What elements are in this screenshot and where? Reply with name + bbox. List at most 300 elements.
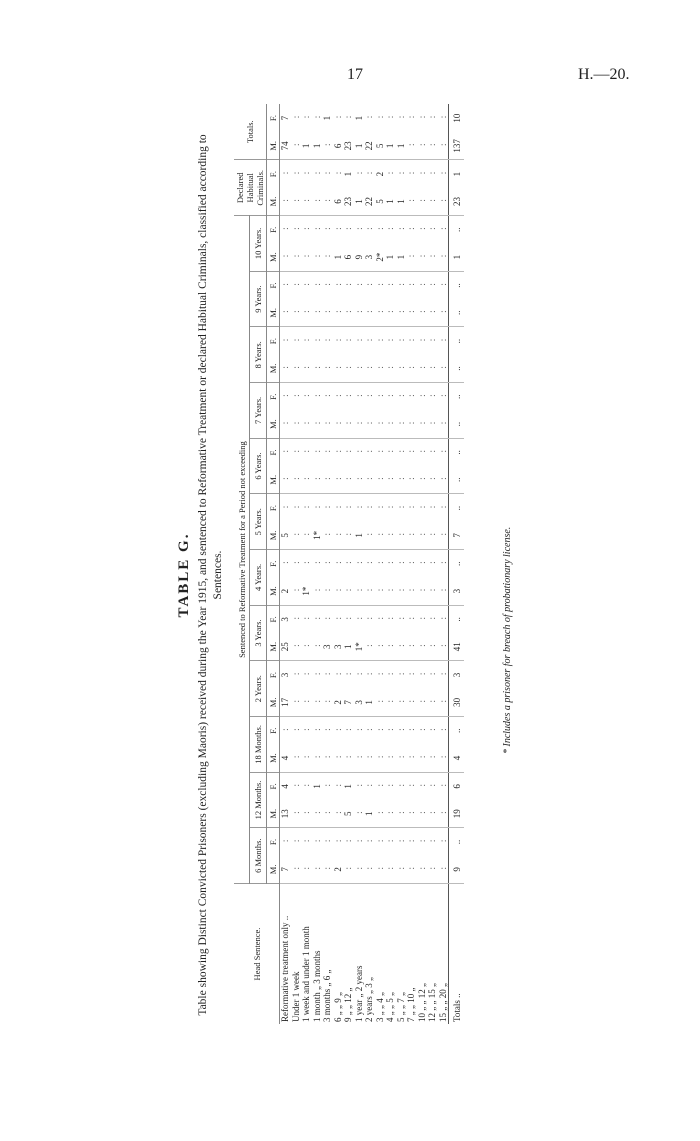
- table-cell: :: [364, 783, 374, 789]
- table-cell: :: [364, 561, 374, 567]
- table-cell: :: [322, 338, 332, 344]
- table-cell: :: [290, 783, 301, 789]
- table-cell: :: [301, 856, 312, 884]
- table-cell: :: [417, 410, 428, 438]
- table-cell: :: [311, 561, 322, 567]
- table-cell: :: [353, 394, 364, 400]
- table-cell: :: [374, 783, 385, 789]
- table-cell: :: [417, 522, 428, 550]
- table-cell: :: [332, 450, 343, 455]
- table-cell: :: [301, 227, 311, 233]
- table-row: [291, 104, 302, 1024]
- table-cell: :: [301, 283, 311, 288]
- table-cell: :: [374, 283, 385, 288]
- table-cell: :: [322, 617, 332, 622]
- table-cell: :: [427, 466, 438, 494]
- table-cell: :: [332, 394, 343, 400]
- table-cell: 1: [343, 171, 353, 177]
- table-cell: :: [322, 856, 333, 884]
- table-cell: :: [438, 355, 449, 383]
- table-cell: :: [301, 299, 312, 327]
- table-cell: 137: [449, 132, 465, 160]
- table-cell: :: [427, 505, 437, 511]
- table-cell: :: [322, 355, 333, 383]
- table-cell: :: [354, 299, 365, 327]
- male-header: M.: [267, 243, 280, 271]
- table-cell: :: [438, 410, 449, 438]
- table-cell: 1: [343, 784, 353, 789]
- table-cell: 1*: [312, 522, 323, 550]
- table-cell: :: [364, 577, 375, 605]
- table-cell: :: [416, 728, 427, 734]
- table-cell: ..: [449, 494, 465, 522]
- table-cell: ..: [449, 355, 465, 383]
- table-cell: :: [385, 115, 395, 121]
- male-header: M.: [267, 522, 280, 550]
- table-cell: :: [364, 115, 374, 121]
- table-cell: :: [385, 561, 395, 567]
- table-cell: 3: [280, 672, 290, 678]
- table-cell: :: [406, 839, 416, 845]
- table-cell: 1*: [301, 577, 312, 605]
- table-row: [385, 104, 396, 1024]
- table-cell: :: [375, 800, 386, 828]
- table-row: [417, 104, 428, 1024]
- table-cell: :: [374, 115, 385, 121]
- table-cell: :: [395, 728, 406, 734]
- row-label: 5 „ „ 7 „: [395, 992, 406, 1022]
- table-cell: :: [374, 394, 385, 400]
- table-cell: :: [374, 617, 385, 622]
- table-cell: :: [406, 744, 417, 772]
- table-cell: :: [406, 561, 416, 567]
- table-cell: :: [343, 522, 354, 550]
- table-cell: :: [343, 672, 353, 678]
- table-cell: 6: [449, 772, 465, 800]
- table-cell: :: [301, 410, 312, 438]
- table-cell: :: [312, 744, 323, 772]
- table-cell: :: [427, 450, 437, 455]
- table-cell: 1: [396, 188, 407, 216]
- table-cell: :: [354, 800, 365, 828]
- table-cell: 6: [333, 132, 344, 160]
- table-cell: :: [406, 728, 416, 734]
- row-label: 3 months „ 6 „: [322, 969, 332, 1022]
- table-cell: :: [417, 355, 428, 383]
- table-cell: :: [280, 561, 290, 567]
- table-cell: :: [427, 243, 438, 271]
- table-cell: :: [395, 783, 406, 789]
- table-cell: :: [427, 188, 438, 216]
- table-cell: 1: [353, 115, 364, 121]
- table-cell: :: [322, 450, 332, 455]
- table-cell: :: [385, 800, 396, 828]
- table-cell: :: [438, 299, 449, 327]
- table-cell: :: [290, 617, 301, 622]
- table-cell: :: [290, 171, 301, 177]
- table-cell: :: [301, 561, 311, 567]
- table-cell: :: [385, 450, 395, 455]
- table-cell: 7: [280, 856, 291, 884]
- table-cell: :: [290, 450, 301, 455]
- table-cell: :: [291, 410, 302, 438]
- table-cell: :: [364, 856, 375, 884]
- table-cell: ..: [449, 605, 465, 633]
- table-cell: 23: [343, 188, 354, 216]
- table-cell: :: [290, 728, 301, 734]
- table-cell: :: [290, 283, 301, 288]
- totals-row: [449, 104, 465, 1024]
- row-label: 6 „ „ 9 „: [332, 992, 343, 1022]
- table-cell: :: [374, 672, 385, 678]
- table-cell: :: [437, 227, 448, 233]
- table-cell: :: [301, 188, 312, 216]
- table-cell: 5: [343, 800, 354, 828]
- table-cell: :: [311, 227, 322, 233]
- table-cell: :: [332, 728, 343, 734]
- table-cell: :: [291, 800, 302, 828]
- row-label: 10 „ „ 12 „: [416, 983, 427, 1022]
- table-cell: 23: [343, 132, 354, 160]
- table-cell: :: [406, 617, 416, 622]
- table-cell: :: [427, 299, 438, 327]
- table-cell: 3: [354, 689, 365, 717]
- table-cell: :: [290, 561, 301, 567]
- table-cell: 7: [343, 689, 354, 717]
- table-cell: 3: [280, 617, 290, 622]
- table-cell: :: [416, 394, 427, 400]
- table-cell: :: [385, 338, 395, 344]
- table-cell: :: [291, 577, 302, 605]
- table-cell: :: [291, 355, 302, 383]
- table-cell: :: [280, 394, 290, 400]
- table-cell: :: [427, 856, 438, 884]
- table-cell: :: [385, 394, 395, 400]
- table-cell: :: [385, 617, 395, 622]
- table-cell: :: [353, 728, 364, 734]
- table-cell: :: [301, 115, 311, 121]
- row-label: 3 „ „ 4 „: [374, 992, 385, 1022]
- period-header: 9 Years.: [250, 271, 267, 327]
- table-cell: :: [343, 577, 354, 605]
- table-cell: :: [332, 783, 343, 789]
- table-cell: :: [427, 633, 438, 661]
- table-cell: :: [385, 283, 395, 288]
- table-cell: :: [353, 672, 364, 678]
- table-cell: :: [427, 115, 437, 121]
- row-label: 12 „ „ 15 „: [427, 983, 437, 1022]
- table-cell: :: [375, 299, 386, 327]
- female-header: F.: [267, 828, 280, 856]
- table-cell: :: [332, 115, 343, 121]
- table-row: [312, 104, 323, 1024]
- period-header: 5 Years.: [250, 494, 267, 550]
- table-cell: :: [427, 132, 438, 160]
- female-header: F.: [267, 383, 280, 411]
- table-cell: :: [395, 283, 406, 288]
- table-cell: :: [395, 672, 406, 678]
- table-cell: :: [322, 728, 332, 734]
- table-cell: :: [343, 299, 354, 327]
- table-cell: :: [364, 617, 374, 622]
- male-header: M.: [267, 577, 280, 605]
- table-cell: :: [385, 171, 395, 177]
- male-header: M.: [267, 800, 280, 828]
- page-number: 17: [347, 66, 363, 83]
- table-cell: 5: [280, 522, 291, 550]
- table-cell: :: [280, 505, 290, 511]
- table-row: [343, 104, 354, 1024]
- table-cell: :: [406, 338, 416, 344]
- male-header: M.: [267, 355, 280, 383]
- table-cell: :: [437, 505, 448, 511]
- table-cell: :: [437, 283, 448, 288]
- table-cell: :: [311, 394, 322, 400]
- table-cell: :: [416, 338, 427, 344]
- row-label: 2 years „ 3 „: [364, 977, 374, 1022]
- table-cell: :: [312, 577, 323, 605]
- table-cell: :: [343, 355, 354, 383]
- table-cell: :: [395, 227, 406, 233]
- table-cell: :: [406, 689, 417, 717]
- row-label: Under 1 week: [290, 971, 301, 1022]
- table-cell: :: [322, 800, 333, 828]
- table-cell: :: [406, 243, 417, 271]
- table-cell: :: [396, 800, 407, 828]
- table-row: [438, 104, 449, 1024]
- female-header: F.: [267, 438, 280, 466]
- female-header: F.: [267, 605, 280, 633]
- table-cell: 9: [354, 243, 365, 271]
- table-cell: 10: [449, 104, 465, 132]
- table-cell: :: [437, 115, 448, 121]
- table-cell: :: [427, 394, 437, 400]
- table-cell: :: [322, 744, 333, 772]
- table-cell: :: [396, 633, 407, 661]
- table-cell: :: [343, 338, 353, 344]
- table-cell: 7: [280, 115, 290, 121]
- table-cell: :: [396, 744, 407, 772]
- table-cell: :: [406, 522, 417, 550]
- table-cell: 1: [385, 132, 396, 160]
- period-header: 4 Years.: [250, 550, 267, 606]
- table-cell: :: [427, 171, 437, 177]
- table-cell: :: [280, 728, 290, 734]
- table-cell: :: [291, 689, 302, 717]
- table-cell: :: [290, 227, 301, 233]
- table-cell: :: [301, 355, 312, 383]
- table-caption: Table showing Distinct Convicted Prisoners (excluding Maoris) received during the Year 1915, and sentenced to Reformative Treatment or declared Habitual Criminals, classified according to Sentences.: [197, 134, 224, 1016]
- table-cell: :: [322, 783, 332, 789]
- table-cell: 1: [343, 633, 354, 661]
- table-cell: :: [406, 299, 417, 327]
- table-cell: :: [322, 577, 333, 605]
- table-cell: :: [312, 188, 323, 216]
- table-cell: :: [311, 115, 322, 121]
- table-cell: :: [427, 561, 437, 567]
- table-cell: :: [301, 450, 311, 455]
- table-cell: :: [332, 338, 343, 344]
- male-header: M.: [267, 466, 280, 494]
- table-cell: :: [364, 744, 375, 772]
- table-cell: :: [395, 115, 406, 121]
- table-cell: 1: [449, 160, 465, 188]
- table-cell: :: [385, 839, 395, 845]
- table-cell: :: [374, 450, 385, 455]
- table-cell: 6: [333, 188, 344, 216]
- page-reference: H.—20.: [578, 66, 630, 83]
- table-cell: :: [396, 466, 407, 494]
- table-cell: :: [280, 227, 290, 233]
- table-cell: :: [333, 466, 344, 494]
- table-cell: 1: [311, 784, 322, 789]
- table-row: [396, 104, 407, 1024]
- table-cell: :: [354, 744, 365, 772]
- rotated-table-block: [172, 96, 522, 1054]
- table-cell: :: [354, 466, 365, 494]
- table-cell: 1: [354, 132, 365, 160]
- table-cell: :: [291, 744, 302, 772]
- table-cell: :: [280, 171, 290, 177]
- table-cell: :: [280, 283, 290, 288]
- table-cell: :: [406, 410, 417, 438]
- table-cell: :: [280, 355, 291, 383]
- table-cell: :: [343, 394, 353, 400]
- period-header: 18 Months.: [250, 717, 267, 773]
- table-cell: :: [416, 283, 427, 288]
- table-cell: :: [417, 633, 428, 661]
- table-cell: :: [427, 338, 437, 344]
- table-cell: :: [396, 577, 407, 605]
- table-cell: :: [343, 744, 354, 772]
- table-cell: :: [364, 505, 374, 511]
- table-cell: :: [364, 839, 374, 845]
- header-row-group: [234, 104, 250, 1024]
- table-cell: :: [343, 856, 354, 884]
- table-cell: :: [417, 132, 428, 160]
- table-cell: :: [343, 283, 353, 288]
- table-cell: :: [385, 577, 396, 605]
- sentences-table: [234, 104, 464, 1024]
- table-cell: :: [396, 689, 407, 717]
- table-cell: :: [332, 561, 343, 567]
- table-cell: :: [364, 466, 375, 494]
- table-cell: ..: [449, 466, 465, 494]
- table-cell: :: [364, 355, 375, 383]
- table-cell: :: [322, 227, 332, 233]
- table-cell: :: [417, 188, 428, 216]
- table-cell: :: [395, 839, 406, 845]
- table-cell: :: [385, 505, 395, 511]
- table-cell: :: [291, 522, 302, 550]
- table-cell: :: [301, 689, 312, 717]
- table-cell: :: [438, 132, 449, 160]
- table-cell: 2: [333, 856, 344, 884]
- table-cell: :: [396, 355, 407, 383]
- table-cell: :: [354, 410, 365, 438]
- table-title: TABLE G.: [176, 532, 192, 618]
- female-header: F.: [267, 494, 280, 522]
- table-cell: 25: [280, 633, 291, 661]
- table-cell: :: [312, 856, 323, 884]
- table-cell: :: [437, 394, 448, 400]
- table-cell: :: [364, 283, 374, 288]
- table-cell: :: [332, 283, 343, 288]
- row-label: 15 „ „ 20 „: [437, 983, 448, 1022]
- table-cell: :: [291, 243, 302, 271]
- table-cell: :: [291, 856, 302, 884]
- table-cell: :: [385, 783, 395, 789]
- table-cell: :: [312, 410, 323, 438]
- table-cell: :: [374, 839, 385, 845]
- table-cell: :: [364, 522, 375, 550]
- table-cell: 4: [280, 744, 291, 772]
- table-cell: :: [322, 672, 332, 678]
- table-cell: :: [280, 188, 291, 216]
- table-cell: :: [385, 466, 396, 494]
- table-cell: 22: [364, 188, 375, 216]
- table-cell: :: [406, 283, 416, 288]
- table-cell: :: [333, 577, 344, 605]
- table-cell: 17: [280, 689, 291, 717]
- table-cell: :: [353, 450, 364, 455]
- table-cell: 1: [449, 243, 465, 271]
- table-cell: :: [322, 299, 333, 327]
- period-header: 3 Years.: [250, 605, 267, 661]
- table-cell: :: [438, 633, 449, 661]
- table-cell: :: [322, 561, 332, 567]
- table-cell: :: [280, 450, 290, 455]
- table-cell: :: [312, 299, 323, 327]
- table-cell: 3: [333, 633, 344, 661]
- table-cell: :: [438, 188, 449, 216]
- table-cell: :: [438, 800, 449, 828]
- table-cell: :: [437, 783, 448, 789]
- table-cell: :: [343, 466, 354, 494]
- period-header: 7 Years.: [250, 383, 267, 439]
- table-cell: :: [333, 744, 344, 772]
- male-header: M.: [267, 299, 280, 327]
- table-cell: ..: [449, 383, 465, 411]
- table-cell: :: [406, 188, 417, 216]
- table-cell: 19: [449, 800, 465, 828]
- table-cell: :: [438, 466, 449, 494]
- table-cell: :: [417, 299, 428, 327]
- female-header: F.: [267, 717, 280, 745]
- table-row: [364, 104, 375, 1024]
- male-header: M.: [267, 856, 280, 884]
- table-cell: :: [311, 283, 322, 288]
- table-cell: :: [311, 617, 322, 622]
- table-cell: ..: [449, 216, 465, 244]
- table-cell: 7: [449, 522, 465, 550]
- table-cell: :: [385, 856, 396, 884]
- table-cell: :: [322, 466, 333, 494]
- table-cell: :: [364, 672, 374, 678]
- table-cell: :: [427, 672, 437, 678]
- table-cell: :: [395, 561, 406, 567]
- table-cell: :: [395, 338, 406, 344]
- table-cell: :: [417, 577, 428, 605]
- table-cell: :: [416, 115, 427, 121]
- table-cell: 3: [364, 243, 375, 271]
- period-header: 10 Years.: [250, 216, 267, 272]
- table-cell: :: [396, 856, 407, 884]
- footnote: * Includes a prisoner for breach of probationary license.: [502, 526, 513, 754]
- table-cell: 1: [385, 243, 396, 271]
- table-cell: :: [385, 522, 396, 550]
- table-cell: :: [353, 839, 364, 845]
